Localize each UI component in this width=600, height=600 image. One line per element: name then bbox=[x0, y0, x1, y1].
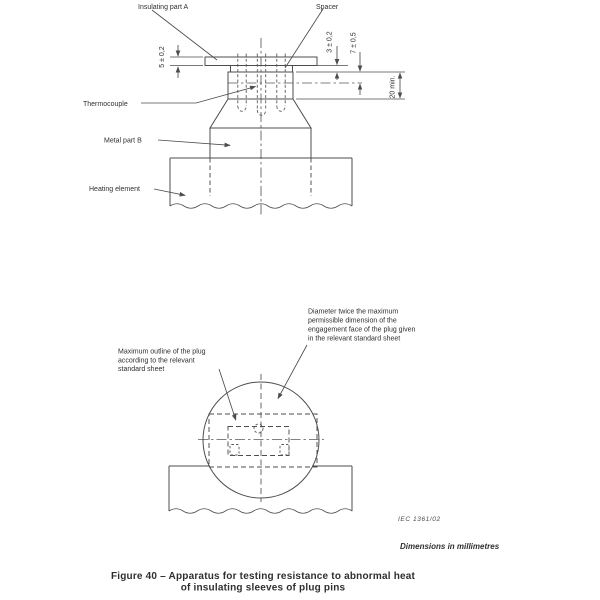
dim-text-plate-thickness: 5 ± 0,2 bbox=[159, 46, 166, 68]
label-metal-part-b: Metal part B bbox=[104, 137, 142, 145]
plug-max-outline bbox=[209, 414, 317, 467]
label-diameter-line3: engagement face of the plug given bbox=[308, 326, 416, 334]
dimension-plate-thickness bbox=[170, 45, 203, 78]
label-heating-element: Heating element bbox=[89, 186, 140, 193]
drawing-reference: IEC 1361/02 bbox=[398, 516, 441, 523]
units-note: Dimensions in millimetres bbox=[400, 542, 500, 551]
leader-plug-outline bbox=[219, 369, 236, 420]
figure-footer bbox=[111, 542, 500, 594]
label-diameter-line1: Diameter twice the maximum bbox=[308, 308, 399, 316]
label-diameter-line2: permissible dimension of the bbox=[308, 317, 397, 325]
top-section-view bbox=[83, 4, 405, 215]
pin-outline-right bbox=[280, 445, 289, 456]
metal-part-b-body bbox=[210, 99, 311, 128]
label-thermocouple: Thermocouple bbox=[83, 101, 128, 108]
label-diameter-line4: in the relevant standard sheet bbox=[308, 335, 401, 343]
spacer-block bbox=[231, 66, 293, 73]
label-plug-outline-line1: Maximum outline of the plug bbox=[118, 348, 206, 356]
label-spacer: Spacer bbox=[316, 4, 339, 11]
earth-pin-outline bbox=[254, 424, 263, 433]
dim-text-block-depth: 20 min. bbox=[389, 75, 397, 99]
sleeved-pins-outline bbox=[238, 54, 285, 116]
label-insulating-part-a: Insulating part A bbox=[138, 4, 189, 11]
pin-outline-left bbox=[230, 445, 239, 456]
broken-edge-wave-bottom bbox=[169, 509, 352, 514]
label-plug-outline-line2: according to the relevant bbox=[118, 357, 195, 365]
leader-metal-part-b bbox=[158, 140, 230, 145]
leader-thermocouple bbox=[141, 87, 256, 104]
figure-caption-line1: Figure 40 – Apparatus for testing resistance to abnormal heat bbox=[110, 571, 416, 582]
label-plug-outline-line3: standard sheet bbox=[118, 366, 165, 374]
dim-text-thermocouple-depth: 7 ± 0,5 bbox=[350, 32, 358, 54]
figure-caption-line2: of insulating sleeves of plug pins bbox=[180, 582, 346, 594]
leader-circle-diameter bbox=[278, 345, 307, 399]
bottom-plan-view bbox=[118, 309, 441, 524]
dim-text-spacer-height: 3 ± 0,2 bbox=[326, 31, 334, 53]
